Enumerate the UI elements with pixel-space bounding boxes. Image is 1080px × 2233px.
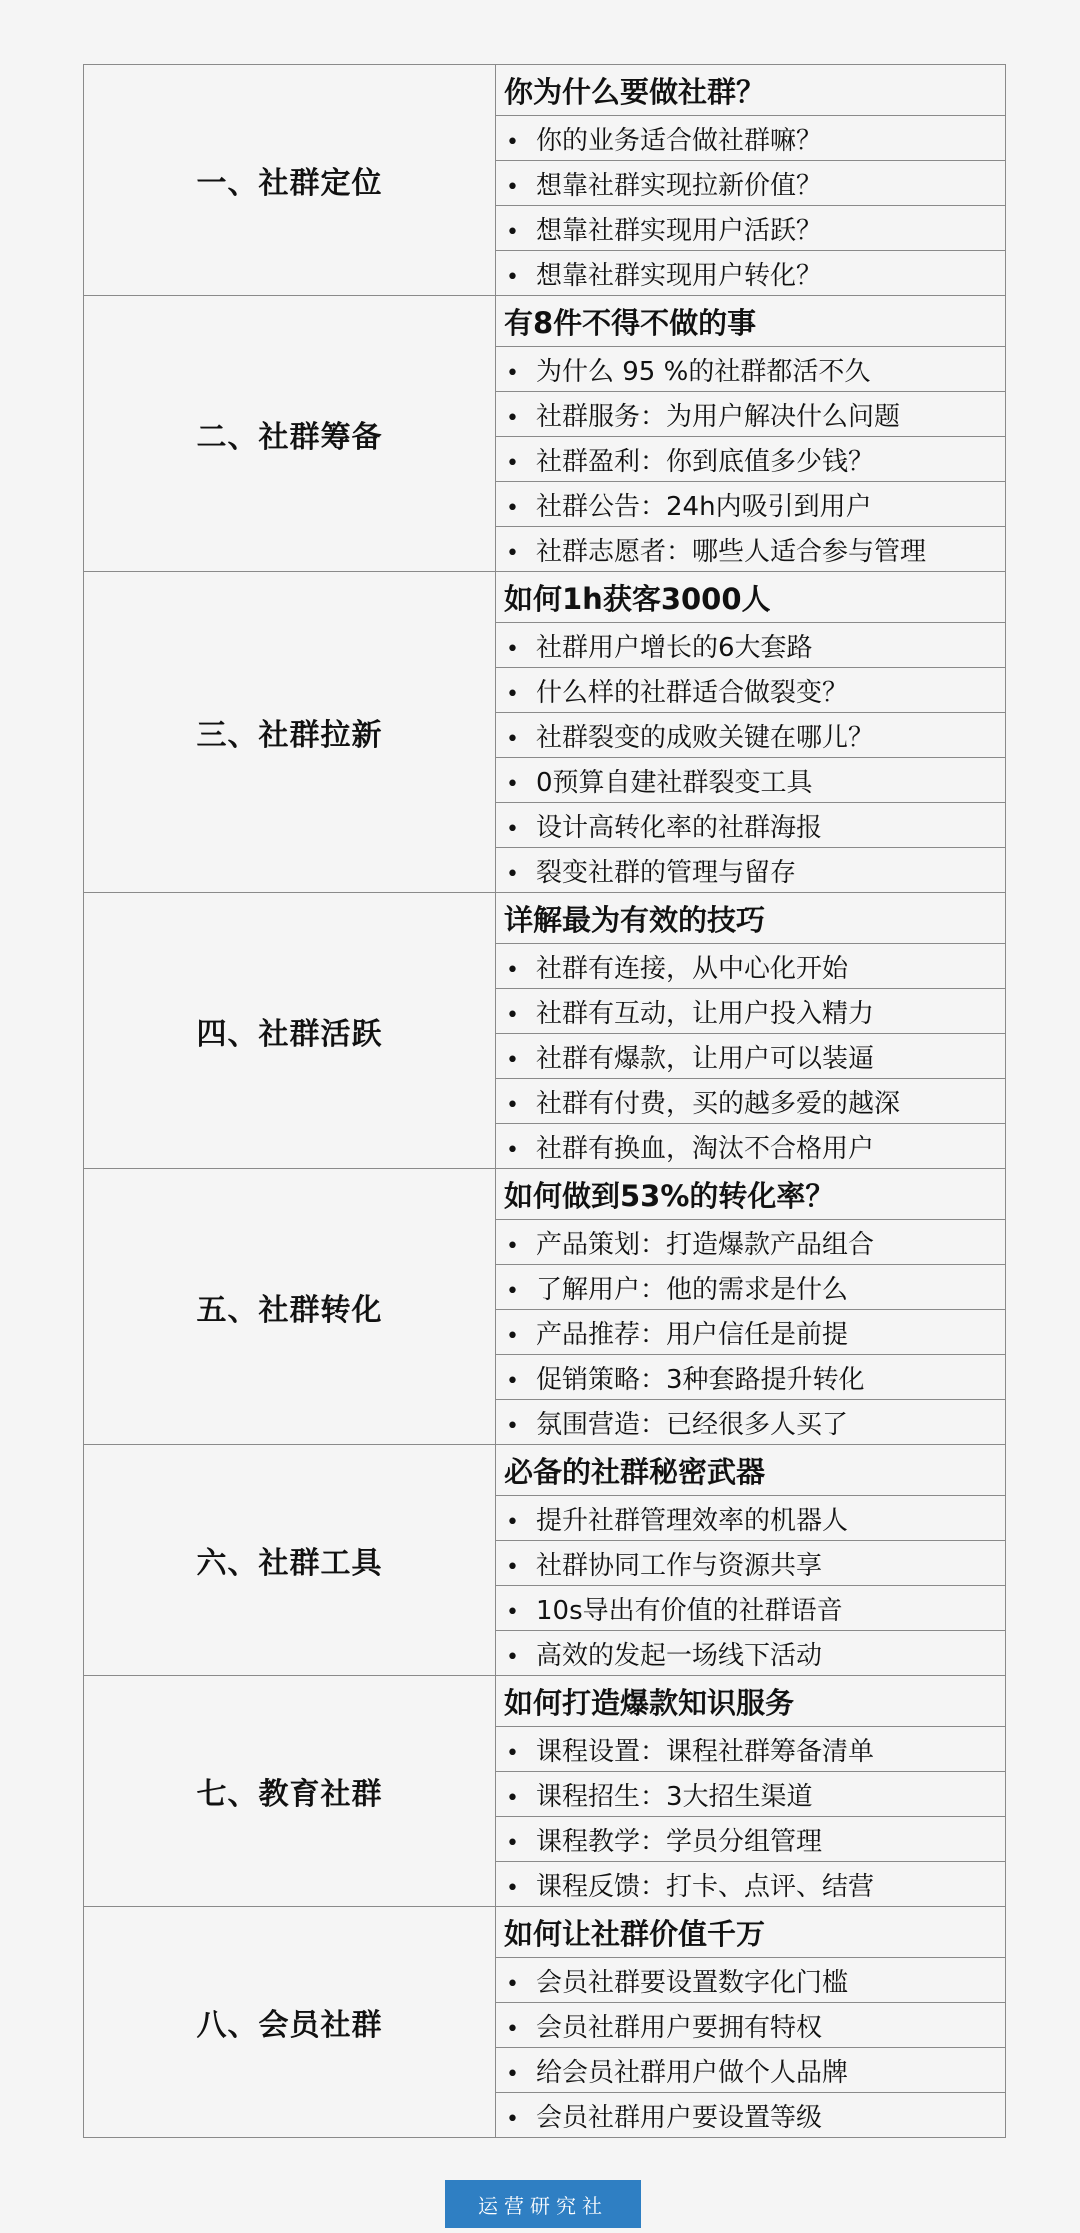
list-item-cell (496, 1310, 1006, 1355)
list-item-text: 想靠社群实现用户转化？ (536, 260, 823, 291)
bullet-icon: • (506, 681, 519, 707)
bullet-icon: • (506, 495, 519, 521)
list-item-cell (496, 251, 1006, 296)
bullet-icon: • (506, 816, 519, 842)
list-item-text: 社群裂变的成败关键在哪儿？ (536, 722, 875, 753)
section-heading-row (84, 1169, 1006, 1220)
list-item-text: 高效的发起一场线下活动 (536, 1640, 823, 1671)
list-item-cell (496, 1727, 1006, 1772)
section-heading-row (84, 1907, 1006, 1958)
list-item-cell (496, 1265, 1006, 1310)
bullet-icon: • (506, 2106, 519, 2132)
section-title: 四、社群活跃 (84, 893, 496, 1169)
list-item-cell (496, 623, 1006, 668)
section-heading-row (84, 1445, 1006, 1496)
section-heading-row (84, 893, 1006, 944)
section-heading: 如何做到53%的转化率？ (496, 1169, 1006, 1220)
list-item-cell (496, 161, 1006, 206)
bullet-icon: • (506, 2016, 519, 2042)
section-heading: 如何让社群价值千万 (496, 1907, 1006, 1958)
list-item-cell (496, 1079, 1006, 1124)
bullet-icon: • (506, 1644, 519, 1670)
list-item-text: 你的业务适合做社群嘛？ (536, 125, 823, 156)
list-item-cell (496, 1034, 1006, 1079)
section-heading: 详解最为有效的技巧 (496, 893, 1006, 944)
list-item-cell (496, 944, 1006, 989)
bullet-icon: • (506, 1785, 519, 1811)
list-item-text: 社群服务：为用户解决什么问题 (536, 401, 901, 432)
section-heading: 如何1h获客3000人 (496, 572, 1006, 623)
list-item-text: 什么样的社群适合做裂变？ (536, 677, 849, 708)
list-item-text: 社群公告：24h内吸引到用户 (536, 491, 872, 522)
bullet-icon: • (506, 450, 519, 476)
bullet-icon: • (506, 1413, 519, 1439)
list-item-cell (496, 1400, 1006, 1445)
list-item-cell (496, 713, 1006, 758)
section-title: 五、社群转化 (84, 1169, 496, 1445)
bullet-icon: • (506, 540, 519, 566)
list-item-text: 课程招生：3大招生渠道 (536, 1781, 813, 1812)
list-item-text: 氛围营造：已经很多人买了 (536, 1409, 849, 1440)
list-item-text: 设计高转化率的社群海报 (536, 812, 823, 843)
list-item-cell (496, 527, 1006, 572)
section-heading-row (84, 1676, 1006, 1727)
bullet-icon: • (506, 1278, 519, 1304)
list-item-cell (496, 116, 1006, 161)
section-title: 八、会员社群 (84, 1907, 496, 2138)
bullet-icon: • (506, 726, 519, 752)
bullet-icon: • (506, 1971, 519, 1997)
list-item-text: 促销策略：3种套路提升转化 (536, 1364, 865, 1395)
list-item-text: 会员社群要设置数字化门槛 (536, 1967, 849, 1998)
bullet-icon: • (506, 1509, 519, 1535)
list-item-cell (496, 1541, 1006, 1586)
list-item-text: 课程反馈：打卡、点评、结营 (536, 1871, 875, 1902)
list-item-cell (496, 1772, 1006, 1817)
list-item-text: 社群有换血，淘汰不合格用户 (536, 1133, 875, 1164)
section-title: 三、社群拉新 (84, 572, 496, 893)
outline-table (83, 64, 1006, 2138)
list-item-text: 课程设置：课程社群筹备清单 (536, 1736, 875, 1767)
list-item-cell (496, 392, 1006, 437)
list-item-cell (496, 2093, 1006, 2138)
list-item-cell (496, 2003, 1006, 2048)
section-heading: 必备的社群秘密武器 (496, 1445, 1006, 1496)
list-item-text: 产品策划：打造爆款产品组合 (536, 1229, 875, 1260)
list-item-text: 想靠社群实现拉新价值？ (536, 170, 823, 201)
list-item-text: 10s导出有价值的社群语音 (536, 1595, 843, 1626)
list-item-cell (496, 1862, 1006, 1907)
list-item-text: 给会员社群用户做个人品牌 (536, 2057, 849, 2088)
bullet-icon: • (506, 1137, 519, 1163)
section-title: 六、社群工具 (84, 1445, 496, 1676)
list-item-text: 提升社群管理效率的机器人 (536, 1505, 849, 1536)
bullet-icon: • (506, 1368, 519, 1394)
bullet-icon: • (506, 174, 519, 200)
bullet-icon: • (506, 129, 519, 155)
list-item-cell (496, 1496, 1006, 1541)
section-title: 七、教育社群 (84, 1676, 496, 1907)
list-item-text: 社群志愿者：哪些人适合参与管理 (536, 536, 927, 567)
list-item-text: 社群盈利：你到底值多少钱？ (536, 446, 875, 477)
list-item-text: 为什么 95 %的社群都活不久 (536, 356, 871, 387)
footer-badge-label: 运营研究社 (478, 2193, 608, 2218)
section-heading: 你为什么要做社群？ (496, 65, 1006, 116)
bullet-icon: • (506, 771, 519, 797)
bullet-icon: • (506, 1323, 519, 1349)
section-heading-row (84, 296, 1006, 347)
list-item-cell (496, 206, 1006, 251)
list-item-cell (496, 758, 1006, 803)
list-item-cell (496, 989, 1006, 1034)
list-item-text: 会员社群用户要拥有特权 (536, 2012, 823, 2043)
list-item-cell (496, 437, 1006, 482)
bullet-icon: • (506, 636, 519, 662)
list-item-text: 社群协同工作与资源共享 (536, 1550, 823, 1581)
list-item-cell (496, 2048, 1006, 2093)
list-item-cell (496, 803, 1006, 848)
section-heading-row (84, 572, 1006, 623)
section-heading: 有8件不得不做的事 (496, 296, 1006, 347)
section-heading: 如何打造爆款知识服务 (496, 1676, 1006, 1727)
list-item-text: 社群有连接，从中心化开始 (536, 953, 849, 984)
bullet-icon: • (506, 1047, 519, 1073)
list-item-text: 想靠社群实现用户活跃？ (536, 215, 823, 246)
list-item-text: 0预算自建社群裂变工具 (536, 767, 813, 798)
list-item-text: 产品推荐：用户信任是前提 (536, 1319, 849, 1350)
list-item-text: 社群有付费，买的越多爱的越深 (536, 1088, 901, 1119)
list-item-cell (496, 668, 1006, 713)
list-item-cell (496, 1124, 1006, 1169)
list-item-cell (496, 482, 1006, 527)
bullet-icon: • (506, 1233, 519, 1259)
bullet-icon: • (506, 264, 519, 290)
list-item-text: 社群有互动，让用户投入精力 (536, 998, 875, 1029)
list-item-cell (496, 1817, 1006, 1862)
bullet-icon: • (506, 1875, 519, 1901)
list-item-text: 了解用户：他的需求是什么 (536, 1274, 849, 1305)
bullet-icon: • (506, 1740, 519, 1766)
list-item-cell (496, 347, 1006, 392)
bullet-icon: • (506, 1092, 519, 1118)
bullet-icon: • (506, 1554, 519, 1580)
outline-table-body (84, 65, 1006, 2138)
list-item-text: 社群有爆款，让用户可以装逼 (536, 1043, 875, 1074)
list-item-text: 裂变社群的管理与留存 (536, 857, 797, 888)
list-item-cell (496, 848, 1006, 893)
bullet-icon: • (506, 405, 519, 431)
bullet-icon: • (506, 360, 519, 386)
bullet-icon: • (506, 219, 519, 245)
footer-badge (445, 2180, 641, 2228)
list-item-text: 社群用户增长的6大套路 (536, 632, 813, 663)
list-item-cell (496, 1631, 1006, 1676)
section-heading-row (84, 65, 1006, 116)
section-title: 二、社群筹备 (84, 296, 496, 572)
list-item-text: 会员社群用户要设置等级 (536, 2102, 823, 2133)
bullet-icon: • (506, 1599, 519, 1625)
list-item-cell (496, 1220, 1006, 1265)
list-item-text: 课程教学：学员分组管理 (536, 1826, 823, 1857)
bullet-icon: • (506, 1830, 519, 1856)
section-title: 一、社群定位 (84, 65, 496, 296)
bullet-icon: • (506, 1002, 519, 1028)
bullet-icon: • (506, 957, 519, 983)
bullet-icon: • (506, 2061, 519, 2087)
list-item-cell (496, 1355, 1006, 1400)
list-item-cell (496, 1958, 1006, 2003)
list-item-cell (496, 1586, 1006, 1631)
bullet-icon: • (506, 861, 519, 887)
